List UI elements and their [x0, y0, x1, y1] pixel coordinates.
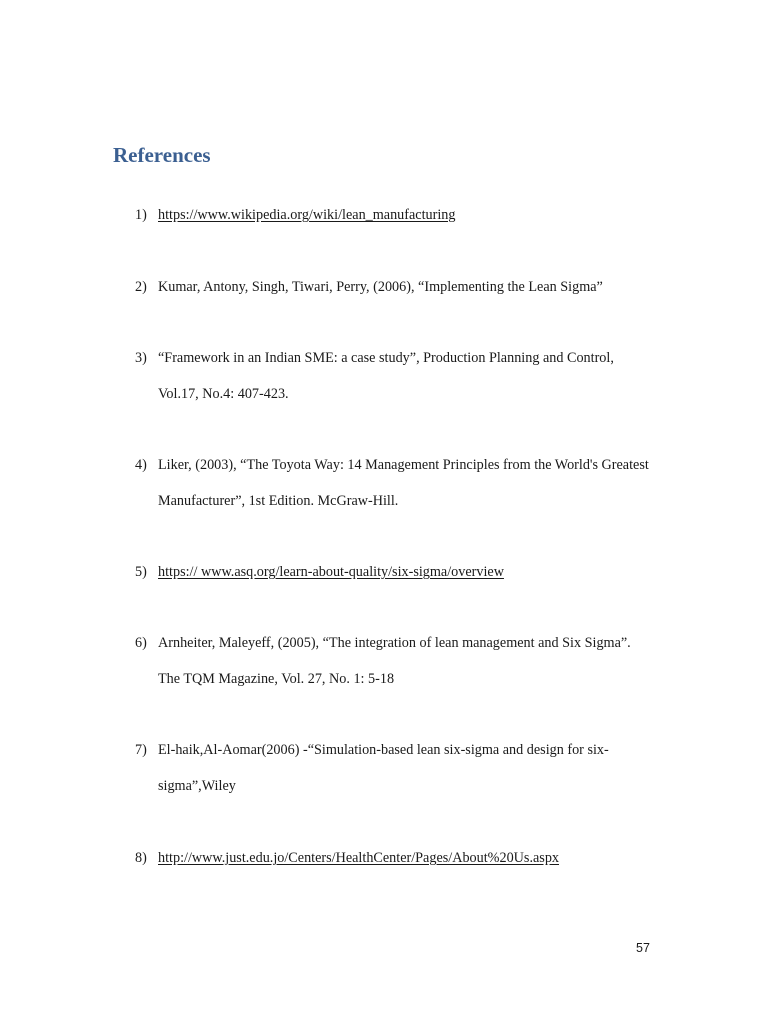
reference-text: “Framework in an Indian SME: a case study”, Production Planning and Control, Vol.17, No.4: 407-423. [158, 350, 614, 402]
reference-number: 8) [135, 850, 147, 866]
reference-item-4 [135, 447, 655, 519]
reference-text: El-haik,Al-Aomar(2006) -“Simulation-based lean six-sigma and design for six-sigma”,Wiley [158, 742, 609, 794]
reference-item-3 [135, 340, 655, 412]
reference-item-8 [135, 840, 655, 876]
page-number: 57 [636, 941, 650, 955]
reference-link-asq[interactable]: https:// www.asq.org/learn-about-quality/six-sigma/overview [158, 564, 504, 580]
reference-number: 2) [135, 279, 147, 295]
reference-item-2 [135, 269, 655, 305]
reference-item-6 [135, 625, 655, 697]
reference-number: 6) [135, 635, 147, 651]
reference-item-5 [135, 554, 655, 590]
reference-number: 1) [135, 207, 147, 223]
reference-number: 4) [135, 457, 147, 473]
references-heading: References [113, 143, 211, 167]
reference-link-just-edu[interactable]: http://www.just.edu.jo/Centers/HealthCenter/Pages/About%20Us.aspx [158, 850, 560, 866]
reference-link-wikipedia[interactable]: https://www.wikipedia.org/wiki/lean_manufacturing [158, 207, 456, 223]
reference-text: Liker, (2003), “The Toyota Way: 14 Management Principles from the World's Greatest Manufacturer”, 1st Edition. McGraw-Hill. [158, 457, 649, 509]
reference-text: Arnheiter, Maleyeff, (2005), “The integration of lean management and Six Sigma”. The TQM Magazine, Vol. 27, No. 1: 5-18 [158, 635, 631, 687]
reference-item-1 [135, 197, 655, 233]
reference-item-7 [135, 732, 655, 804]
reference-number: 5) [135, 564, 147, 580]
reference-number: 3) [135, 350, 147, 366]
reference-text: Kumar, Antony, Singh, Tiwari, Perry, (2006), “Implementing the Lean Sigma” [158, 279, 603, 295]
reference-number: 7) [135, 742, 147, 758]
